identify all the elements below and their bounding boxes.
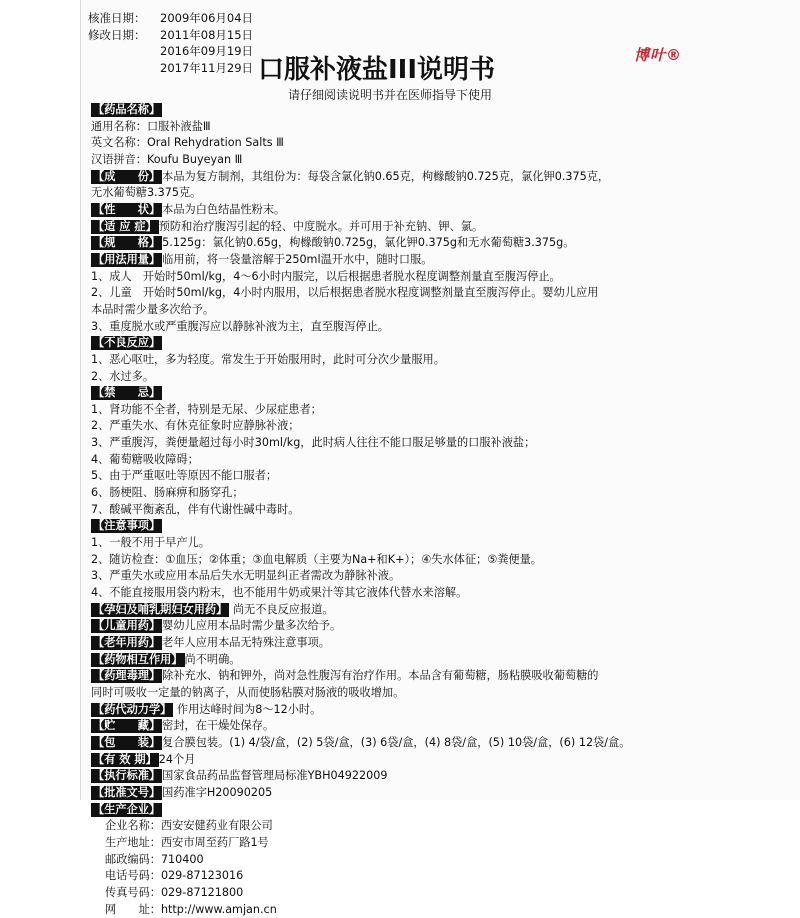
- caution-item: 3、严重失水或应用本品后失水无明显纠正者需改为静脉补液。: [91, 568, 781, 585]
- usage-item: 3、重度脱水或严重腹泻应以静脉补液为主，直至腹泻停止。: [91, 319, 781, 336]
- postcode: 邮政编码：710400: [91, 852, 781, 869]
- contraindication-item: 6、肠梗阻、肠麻痹和肠穿孔；: [91, 485, 781, 502]
- pregnancy-row: [91, 602, 781, 619]
- phone-number: 电话号码：029-87123016: [91, 868, 781, 885]
- revision-date: 2016年09月19日: [88, 43, 253, 60]
- usage-heading: 【用法用量】: [91, 253, 162, 267]
- spec-row: [91, 235, 781, 252]
- indication-text: 预防和治疗腹泻引起的轻、中度脱水。并可用于补充钠、钾、氯。: [159, 220, 483, 233]
- validity-row: [91, 752, 781, 769]
- package-row: [91, 735, 781, 752]
- drug-name-heading: 【药品名称】: [91, 103, 162, 117]
- caution-item: 1、一般不用于早产儿。: [91, 535, 781, 552]
- pk-heading: 【药代动力学】: [91, 703, 173, 717]
- character-text: 本品为白色结晶性粉末。: [162, 203, 285, 216]
- approval-heading: 【批准文号】: [91, 786, 162, 800]
- usage-item: 本品时需少量多次给予。: [91, 302, 781, 319]
- usage-item: 2、儿童 开始时50ml/kg，4小时内服用，以后根据患者脱水程度调整剂量直至腹泻停止。婴幼儿应用: [91, 285, 781, 302]
- pharmacology-row: [91, 668, 781, 685]
- pharmacology-text: 除补充水、钠和钾外，尚对急性腹泻有治疗作用。本品含有葡萄糖，肠粘膜吸收葡萄糖的: [162, 669, 598, 682]
- contraindication-item: 4、葡萄糖吸收障碍；: [91, 452, 781, 469]
- approval-date-row: [88, 10, 253, 27]
- storage-heading: 【贮 藏】: [91, 719, 162, 733]
- brand-logo: 博叶®: [634, 44, 682, 65]
- date-block: [88, 10, 253, 76]
- spec-heading: 【规 格】: [91, 236, 162, 250]
- leaflet-body: [91, 102, 781, 918]
- pregnancy-text: 尚无不良反应报道。: [233, 603, 334, 616]
- elderly-heading: 【老年用药】: [91, 636, 162, 650]
- standard-heading: 【执行标准】: [91, 769, 162, 783]
- storage-text: 密封，在干燥处保存。: [162, 719, 274, 732]
- document-subtitle: 请仔细阅读说明书并在医师指导下使用: [288, 86, 492, 103]
- revision-date: 2017年11月29日: [88, 60, 253, 77]
- interaction-heading: 【药物相互作用】: [91, 653, 185, 667]
- company-address: 生产地址：西安市周至药厂路1号: [91, 835, 781, 852]
- revision-date-label: 修改日期：: [88, 27, 160, 44]
- caution-item: 4、不能直接服用袋内粉末，也不能用牛奶或果汁等其它液体代替水来溶解。: [91, 585, 781, 602]
- contraindication-item: 7、酸碱平衡紊乱，伴有代谢性碱中毒时。: [91, 502, 781, 519]
- character-heading: 【性 状】: [91, 203, 162, 217]
- interaction-row: [91, 652, 781, 669]
- character-row: [91, 202, 781, 219]
- storage-row: [91, 718, 781, 735]
- adverse-heading: 【不良反应】: [91, 336, 162, 350]
- composition-text: 本品为复方制剂，其组份为：每袋含氯化钠0.65克，枸橼酸钠0.725克，氯化钾0.375克，: [162, 170, 609, 183]
- revision-date: 2011年08月15日: [160, 27, 253, 44]
- website: 网 址：http://www.amjan.cn: [91, 902, 781, 918]
- pk-row: [91, 702, 781, 719]
- package-heading: 【包 装】: [91, 736, 162, 750]
- pharmacology-text: 同时可吸收一定量的钠离子，从而使肠粘膜对肠液的吸收增加。: [91, 685, 781, 702]
- child-text: 婴幼儿应用本品时需少量多次给予。: [162, 619, 341, 632]
- section-heading: [91, 518, 781, 535]
- generic-name: 通用名称：口服补液盐Ⅲ: [91, 119, 781, 136]
- composition-heading: 【成 份】: [91, 170, 162, 184]
- approval-date-label: 核准日期：: [88, 10, 160, 27]
- standard-text: 国家食品药品监督管理局标准YBH04922009: [162, 769, 387, 782]
- composition-row: [91, 169, 781, 186]
- elderly-row: [91, 635, 781, 652]
- section-heading: [91, 335, 781, 352]
- standard-row: [91, 768, 781, 785]
- fax-number: 传真号码：029-87121800: [91, 885, 781, 902]
- child-heading: 【儿童用药】: [91, 619, 162, 633]
- contraindication-item: 3、严重腹泻，粪便量超过每小时30ml/kg，此时病人往往不能口服足够量的口服补液盐；: [91, 435, 781, 452]
- approval-text: 国药准字H20090205: [162, 786, 272, 799]
- elderly-text: 老年人应用本品无特殊注意事项。: [162, 636, 330, 649]
- child-row: [91, 618, 781, 635]
- usage-text: 临用前，将一袋量溶解于250ml温开水中，随时口服。: [162, 253, 432, 266]
- contraindication-heading: 【禁 忌】: [91, 386, 162, 400]
- pk-text: 作用达峰时间为8～12小时。: [177, 703, 321, 716]
- indication-heading: 【适 应 症】: [91, 220, 159, 234]
- package-text: 复合膜包装。(1) 4/袋/盒，(2) 5袋/盒，(3) 6袋/盒，(4) 8袋/盒，(5) 10袋/盒，(6) 12袋/盒。: [162, 736, 630, 749]
- caution-heading: 【注意事项】: [91, 519, 162, 533]
- validity-text: 24个月: [159, 753, 196, 766]
- document-title: 口服补液盐III说明书: [258, 49, 495, 86]
- validity-heading: 【有 效 期】: [91, 753, 159, 767]
- adverse-item: 1、恶心呕吐，多为轻度。常发生于开始服用时，此时可分次少量服用。: [91, 352, 781, 369]
- adverse-item: 2、水过多。: [91, 369, 781, 386]
- usage-item: 1、成人 开始时50ml/kg，4～6小时内服完，以后根据患者脱水程度调整剂量直至腹泻停止。: [91, 269, 781, 286]
- indication-row: [91, 219, 781, 236]
- section-heading: [91, 385, 781, 402]
- section-heading: [91, 102, 781, 119]
- spec-text: 5.125g：氯化钠0.65g，枸橼酸钠0.725g，氯化钾0.375g和无水葡萄糖3.375g。: [162, 236, 574, 249]
- company-name: 企业名称：西安安健药业有限公司: [91, 818, 781, 835]
- pinyin-name: 汉语拼音：Koufu Buyeyan Ⅲ: [91, 152, 781, 169]
- contraindication-item: 1、肾功能不全者，特别是无尿、少尿症患者；: [91, 402, 781, 419]
- pharmacology-heading: 【药理毒理】: [91, 669, 162, 683]
- usage-row: [91, 252, 781, 269]
- section-heading: [91, 802, 781, 819]
- contraindication-item: 2、严重失水、有休克征象时应静脉补液；: [91, 418, 781, 435]
- caution-item: 2、随访检查：①血压；②体重；③血电解质（主要为Na+和K+）；④失水体征；⑤粪便量。: [91, 552, 781, 569]
- contraindication-item: 5、由于严重呕吐等原因不能口服者；: [91, 468, 781, 485]
- composition-text: 无水葡萄糖3.375克。: [91, 185, 781, 202]
- pregnancy-heading: 【孕妇及哺乳期妇女用药】: [91, 603, 229, 617]
- interaction-text: 尚不明确。: [185, 653, 241, 666]
- english-name: 英文名称：Oral Rehydration Salts Ⅲ: [91, 135, 781, 152]
- approval-date: 2009年06月04日: [160, 10, 253, 27]
- manufacturer-heading: 【生产企业】: [91, 803, 162, 817]
- revision-date-row: [88, 27, 253, 44]
- approval-row: [91, 785, 781, 802]
